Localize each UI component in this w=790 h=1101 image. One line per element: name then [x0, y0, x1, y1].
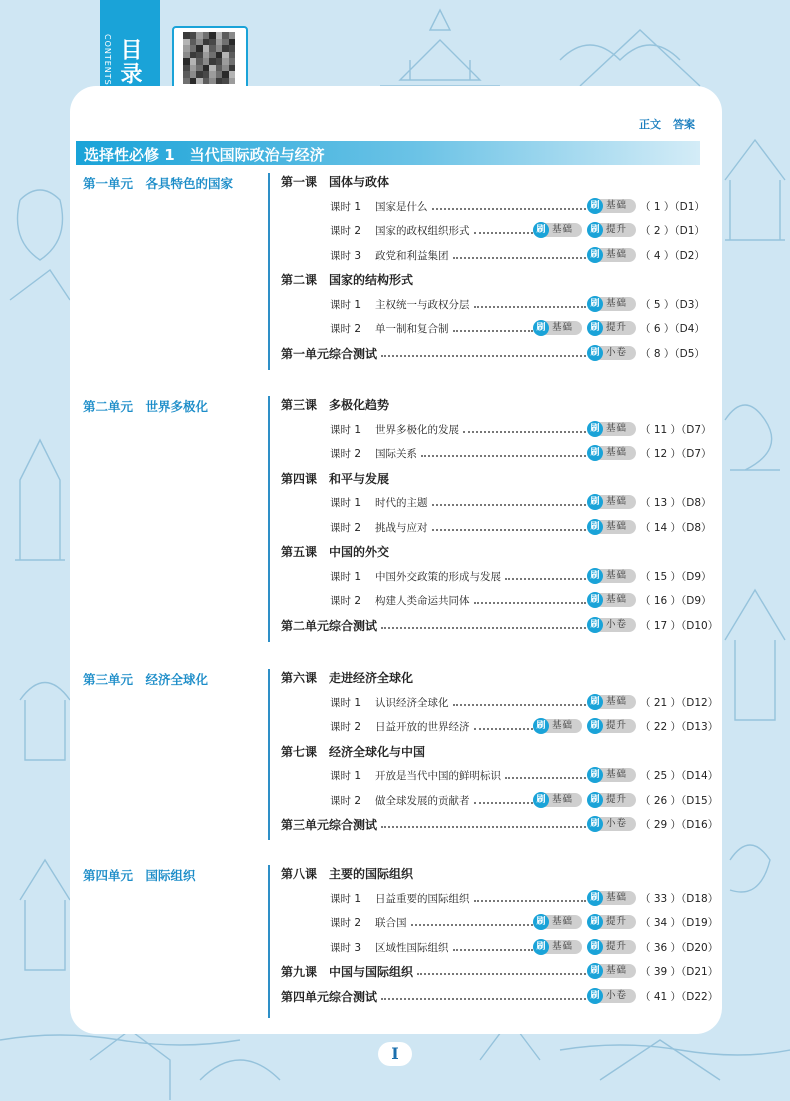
- period-title[interactable]: 世界多极化的发展: [375, 423, 459, 436]
- dot-leader: [421, 455, 586, 457]
- badge-text: 基础: [606, 447, 628, 458]
- badge-basic[interactable]: [588, 446, 636, 460]
- page-reference: （ 21 ）（D12）: [640, 696, 719, 709]
- page-reference: （ 15 ）（D9）: [640, 570, 712, 583]
- shua-icon: 刷: [587, 890, 603, 906]
- badge-text: 提升: [606, 940, 628, 952]
- period-row[interactable]: [0, 519, 790, 539]
- badge-basic[interactable]: [588, 964, 636, 978]
- badge-basic[interactable]: [588, 422, 636, 436]
- period-label: 课时 1: [330, 696, 362, 709]
- badge-text: 小卷: [606, 989, 628, 1001]
- dot-leader: [474, 602, 587, 604]
- badge-basic[interactable]: [588, 495, 636, 509]
- period-label: 课时 2: [330, 917, 362, 929]
- shua-icon: 刷: [587, 963, 603, 979]
- badge-text: 基础: [606, 422, 628, 434]
- badge-text: 基础: [552, 940, 574, 952]
- dot-leader: [463, 431, 586, 433]
- dot-leader: [432, 208, 587, 210]
- badge-advanced[interactable]: [588, 793, 636, 807]
- badge-text: 基础: [552, 720, 574, 731]
- shua-icon: 刷: [587, 816, 603, 832]
- page-reference: （ 17 ）（D10）: [640, 619, 719, 632]
- badge-advanced[interactable]: [588, 915, 636, 929]
- dot-leader: [505, 578, 586, 580]
- period-row[interactable]: [0, 914, 790, 934]
- shua-icon: 刷: [587, 914, 603, 930]
- lesson-title[interactable]: 第六课 走进经济全球化: [281, 671, 414, 685]
- lesson-row: [0, 743, 790, 763]
- badge-basic[interactable]: [588, 891, 636, 905]
- badge-basic[interactable]: [534, 719, 582, 733]
- period-label: 课时 1: [330, 298, 362, 311]
- badge-quiz[interactable]: [588, 618, 636, 632]
- period-title[interactable]: 联合国: [375, 917, 407, 929]
- shua-icon: 刷: [587, 939, 603, 955]
- badge-basic[interactable]: [534, 793, 582, 807]
- lesson-row: [0, 543, 790, 563]
- qr-code-icon: [183, 32, 235, 84]
- shua-icon: 刷: [587, 718, 603, 734]
- badge-text: 小卷: [606, 346, 628, 358]
- unit-review-title[interactable]: 第二单元综合测试: [281, 618, 378, 633]
- period-row[interactable]: [0, 890, 790, 910]
- period-row[interactable]: [0, 718, 790, 738]
- period-label: 课时 1: [330, 423, 362, 436]
- badge-text: 小卷: [606, 818, 628, 829]
- dot-leader: [474, 728, 534, 730]
- period-title[interactable]: 单一制和复合制: [375, 323, 449, 335]
- period-row[interactable]: [0, 320, 790, 340]
- badge-advanced[interactable]: [588, 223, 636, 237]
- period-label: 课时 3: [330, 249, 362, 262]
- dot-leader: [474, 306, 587, 308]
- section-title: 选择性必修 1 当代国际政治与经济: [84, 146, 325, 164]
- period-title[interactable]: 区域性国际组织: [375, 941, 449, 954]
- dot-leader: [474, 802, 534, 804]
- shua-icon: 刷: [587, 592, 603, 608]
- lesson-title[interactable]: 第五课 中国的外交: [281, 545, 390, 559]
- column-header-main: 正文: [639, 118, 661, 131]
- badge-text: 基础: [606, 520, 628, 532]
- page-reference: （ 39 ）（D21）: [640, 966, 719, 978]
- badge-text: 基础: [552, 322, 574, 333]
- unit-title[interactable]: 第四单元 国际组织: [83, 868, 196, 883]
- period-row[interactable]: [0, 694, 790, 714]
- shua-icon: 刷: [587, 222, 603, 238]
- badge-text: 基础: [606, 297, 628, 309]
- badge-text: 基础: [606, 248, 628, 260]
- badge-text: 基础: [606, 199, 628, 211]
- lesson-title[interactable]: 第七课 经济全球化与中国: [281, 744, 426, 759]
- dot-leader: [381, 627, 586, 629]
- dot-leader: [432, 504, 587, 506]
- page-reference: （ 13 ）（D8）: [640, 497, 712, 509]
- badge-basic[interactable]: [588, 297, 636, 311]
- shua-icon: 刷: [587, 198, 603, 214]
- page-reference: （ 8 ）（D5）: [640, 347, 705, 360]
- dot-leader: [474, 232, 534, 234]
- period-row[interactable]: [0, 421, 790, 441]
- period-label: 课时 1: [330, 770, 362, 782]
- period-row[interactable]: [0, 767, 790, 787]
- lesson-title[interactable]: 第一课 国体与政体: [281, 175, 390, 189]
- period-row[interactable]: [0, 247, 790, 267]
- period-label: 课时 2: [330, 225, 362, 237]
- shua-icon: 刷: [587, 694, 603, 710]
- shua-icon: 刷: [533, 320, 549, 336]
- badge-advanced[interactable]: [588, 719, 636, 733]
- unit-review-title[interactable]: 第三单元综合测试: [281, 818, 378, 832]
- period-row[interactable]: [0, 568, 790, 588]
- period-label: 课时 3: [330, 941, 362, 954]
- shua-icon: 刷: [587, 320, 603, 336]
- page-reference: （ 22 ）（D13）: [640, 721, 719, 733]
- badge-basic[interactable]: [588, 695, 636, 709]
- period-title[interactable]: 认识经济全球化: [375, 696, 449, 709]
- shua-icon: 刷: [587, 296, 603, 312]
- period-title[interactable]: 政党和利益集团: [375, 249, 449, 262]
- shua-icon: 刷: [587, 767, 603, 783]
- dot-leader: [381, 355, 586, 357]
- period-label: 课时 1: [330, 570, 362, 583]
- badge-text: 小卷: [606, 618, 628, 630]
- period-title[interactable]: 时代的主题: [375, 497, 428, 509]
- period-label: 课时 2: [330, 721, 362, 733]
- page-reference: （ 16 ）（D9）: [640, 595, 712, 607]
- period-title[interactable]: 国家是什么: [375, 200, 428, 213]
- shua-icon: 刷: [587, 617, 603, 633]
- dot-leader: [381, 998, 586, 1000]
- unit-review-title[interactable]: 第一单元综合测试: [281, 346, 378, 361]
- page-reference: （ 12 ）（D7）: [640, 448, 712, 460]
- page-reference: （ 6 ）（D4）: [640, 323, 705, 335]
- period-title[interactable]: 主权统一与政权分层: [375, 298, 470, 311]
- lesson-row: [0, 173, 790, 193]
- badge-basic[interactable]: [534, 223, 582, 237]
- badge-text: 基础: [606, 695, 628, 707]
- dot-leader: [381, 826, 586, 828]
- period-label: 课时 2: [330, 448, 362, 460]
- badge-advanced[interactable]: [588, 940, 636, 954]
- dot-leader: [453, 704, 587, 706]
- badge-text: 基础: [606, 594, 628, 605]
- dot-leader: [453, 257, 587, 259]
- lesson-title[interactable]: 第九课 中国与国际组织: [281, 965, 414, 979]
- badge-quiz[interactable]: [588, 989, 636, 1003]
- page-reference: （ 4 ）（D2）: [640, 249, 705, 262]
- dot-leader: [453, 330, 534, 332]
- unit-review-row[interactable]: [0, 988, 790, 1008]
- period-title[interactable]: 构建人类命运共同体: [375, 595, 470, 607]
- unit-title[interactable]: 第三单元 经济全球化: [83, 672, 209, 687]
- badge-text: 提升: [606, 224, 628, 235]
- dot-leader: [417, 973, 586, 975]
- period-label: 课时 1: [330, 200, 362, 213]
- lesson-row: [0, 470, 790, 490]
- period-label: 课时 2: [330, 323, 362, 335]
- badge-advanced[interactable]: [588, 321, 636, 335]
- badge-text: 基础: [552, 916, 574, 927]
- shua-icon: 刷: [533, 718, 549, 734]
- period-row[interactable]: [0, 792, 790, 812]
- lesson-row: [0, 865, 790, 885]
- contents-tab: [100, 0, 160, 100]
- badge-basic[interactable]: [588, 593, 636, 607]
- shua-icon: 刷: [587, 568, 603, 584]
- lesson-row: [0, 396, 790, 416]
- dot-leader: [411, 924, 534, 926]
- period-label: 课时 1: [330, 497, 362, 509]
- page-reference: （ 26 ）（D15）: [640, 794, 719, 807]
- period-label: 课时 1: [330, 892, 362, 905]
- period-title[interactable]: 开放是当代中国的鲜明标识: [375, 770, 501, 782]
- shua-icon: 刷: [533, 222, 549, 238]
- page-number: I: [378, 1042, 412, 1066]
- badge-text: 基础: [606, 891, 628, 903]
- period-title[interactable]: 日益重要的国际组织: [375, 892, 470, 905]
- badge-text: 提升: [606, 916, 628, 927]
- period-label: 课时 2: [330, 794, 362, 807]
- dot-leader: [474, 900, 587, 902]
- badge-basic[interactable]: [588, 768, 636, 782]
- shua-icon: 刷: [587, 519, 603, 535]
- badge-text: 基础: [606, 569, 628, 581]
- shua-icon: 刷: [533, 792, 549, 808]
- page-reference: （ 1 ）（D1）: [640, 200, 705, 213]
- period-row[interactable]: [0, 296, 790, 316]
- lesson-row: [0, 271, 790, 291]
- period-title[interactable]: 挑战与应对: [375, 521, 428, 534]
- page-reference: （ 41 ）（D22）: [640, 990, 719, 1003]
- page-reference: （ 36 ）（D20）: [640, 941, 719, 954]
- badge-basic[interactable]: [588, 569, 636, 583]
- badge-basic[interactable]: [588, 248, 636, 262]
- page-reference: （ 33 ）（D18）: [640, 892, 719, 905]
- badge-basic[interactable]: [588, 199, 636, 213]
- lesson-row: [0, 669, 790, 689]
- badge-text: 提升: [606, 322, 628, 333]
- contents-title: 目录: [117, 38, 142, 86]
- badge-text: 基础: [606, 496, 628, 507]
- badge-quiz[interactable]: [588, 346, 636, 360]
- dot-leader: [432, 529, 587, 531]
- shua-icon: 刷: [587, 792, 603, 808]
- lesson-row[interactable]: [0, 963, 790, 983]
- period-row[interactable]: [0, 198, 790, 218]
- badge-basic[interactable]: [588, 520, 636, 534]
- page-reference: （ 34 ）（D19）: [640, 917, 719, 929]
- badge-basic[interactable]: [534, 915, 582, 929]
- period-title[interactable]: 中国外交政策的形成与发展: [375, 570, 501, 583]
- shua-icon: 刷: [587, 445, 603, 461]
- period-title[interactable]: 日益开放的世界经济: [375, 721, 470, 733]
- period-row[interactable]: [0, 445, 790, 465]
- badge-text: 基础: [606, 965, 628, 976]
- shua-icon: 刷: [587, 247, 603, 263]
- lesson-title[interactable]: 第三课 多极化趋势: [281, 398, 390, 412]
- badge-text: 基础: [552, 793, 574, 805]
- unit-review-title[interactable]: 第四单元综合测试: [281, 989, 378, 1004]
- dot-leader: [453, 949, 534, 951]
- page-reference: （ 5 ）（D3）: [640, 298, 705, 311]
- unit-review-row[interactable]: [0, 617, 790, 637]
- unit-title[interactable]: 第一单元 各具特色的国家: [83, 176, 234, 191]
- period-title[interactable]: 做全球发展的贡献者: [375, 794, 470, 807]
- unit-review-row[interactable]: [0, 816, 790, 836]
- contents-label-en: CONTENTS: [103, 34, 112, 86]
- period-label: 课时 2: [330, 595, 362, 607]
- page-reference: （ 29 ）（D16）: [640, 819, 719, 831]
- page-reference: （ 2 ）（D1）: [640, 225, 705, 237]
- page-reference: （ 14 ）（D8）: [640, 521, 712, 534]
- page-reference: （ 11 ）（D7）: [640, 423, 712, 436]
- lesson-title[interactable]: 第二课 国家的结构形式: [281, 273, 414, 287]
- shua-icon: 刷: [587, 421, 603, 437]
- badge-basic[interactable]: [534, 940, 582, 954]
- unit-review-row[interactable]: [0, 345, 790, 365]
- shua-icon: 刷: [587, 345, 603, 361]
- period-label: 课时 2: [330, 521, 362, 534]
- shua-icon: 刷: [587, 988, 603, 1004]
- dot-leader: [505, 777, 586, 779]
- badge-text: 基础: [552, 224, 574, 235]
- period-row[interactable]: [0, 939, 790, 959]
- badge-text: 提升: [606, 720, 628, 731]
- lesson-title[interactable]: 第八课 主要的国际组织: [281, 867, 414, 881]
- period-row[interactable]: [0, 222, 790, 242]
- badge-basic[interactable]: [534, 321, 582, 335]
- badge-quiz[interactable]: [588, 817, 636, 831]
- period-row[interactable]: [0, 592, 790, 612]
- shua-icon: 刷: [587, 494, 603, 510]
- badge-text: 提升: [606, 793, 628, 805]
- badge-text: 基础: [606, 769, 628, 780]
- unit-title[interactable]: 第二单元 世界多极化: [83, 399, 209, 414]
- period-row[interactable]: [0, 494, 790, 514]
- section-bar: [76, 141, 700, 165]
- shua-icon: 刷: [533, 914, 549, 930]
- period-title[interactable]: 国际关系: [375, 448, 417, 460]
- column-header-answer: 答案: [673, 118, 695, 131]
- lesson-title[interactable]: 第四课 和平与发展: [281, 471, 390, 486]
- period-title[interactable]: 国家的政权组织形式: [375, 225, 470, 237]
- page-reference: （ 25 ）（D14）: [640, 770, 719, 782]
- shua-icon: 刷: [533, 939, 549, 955]
